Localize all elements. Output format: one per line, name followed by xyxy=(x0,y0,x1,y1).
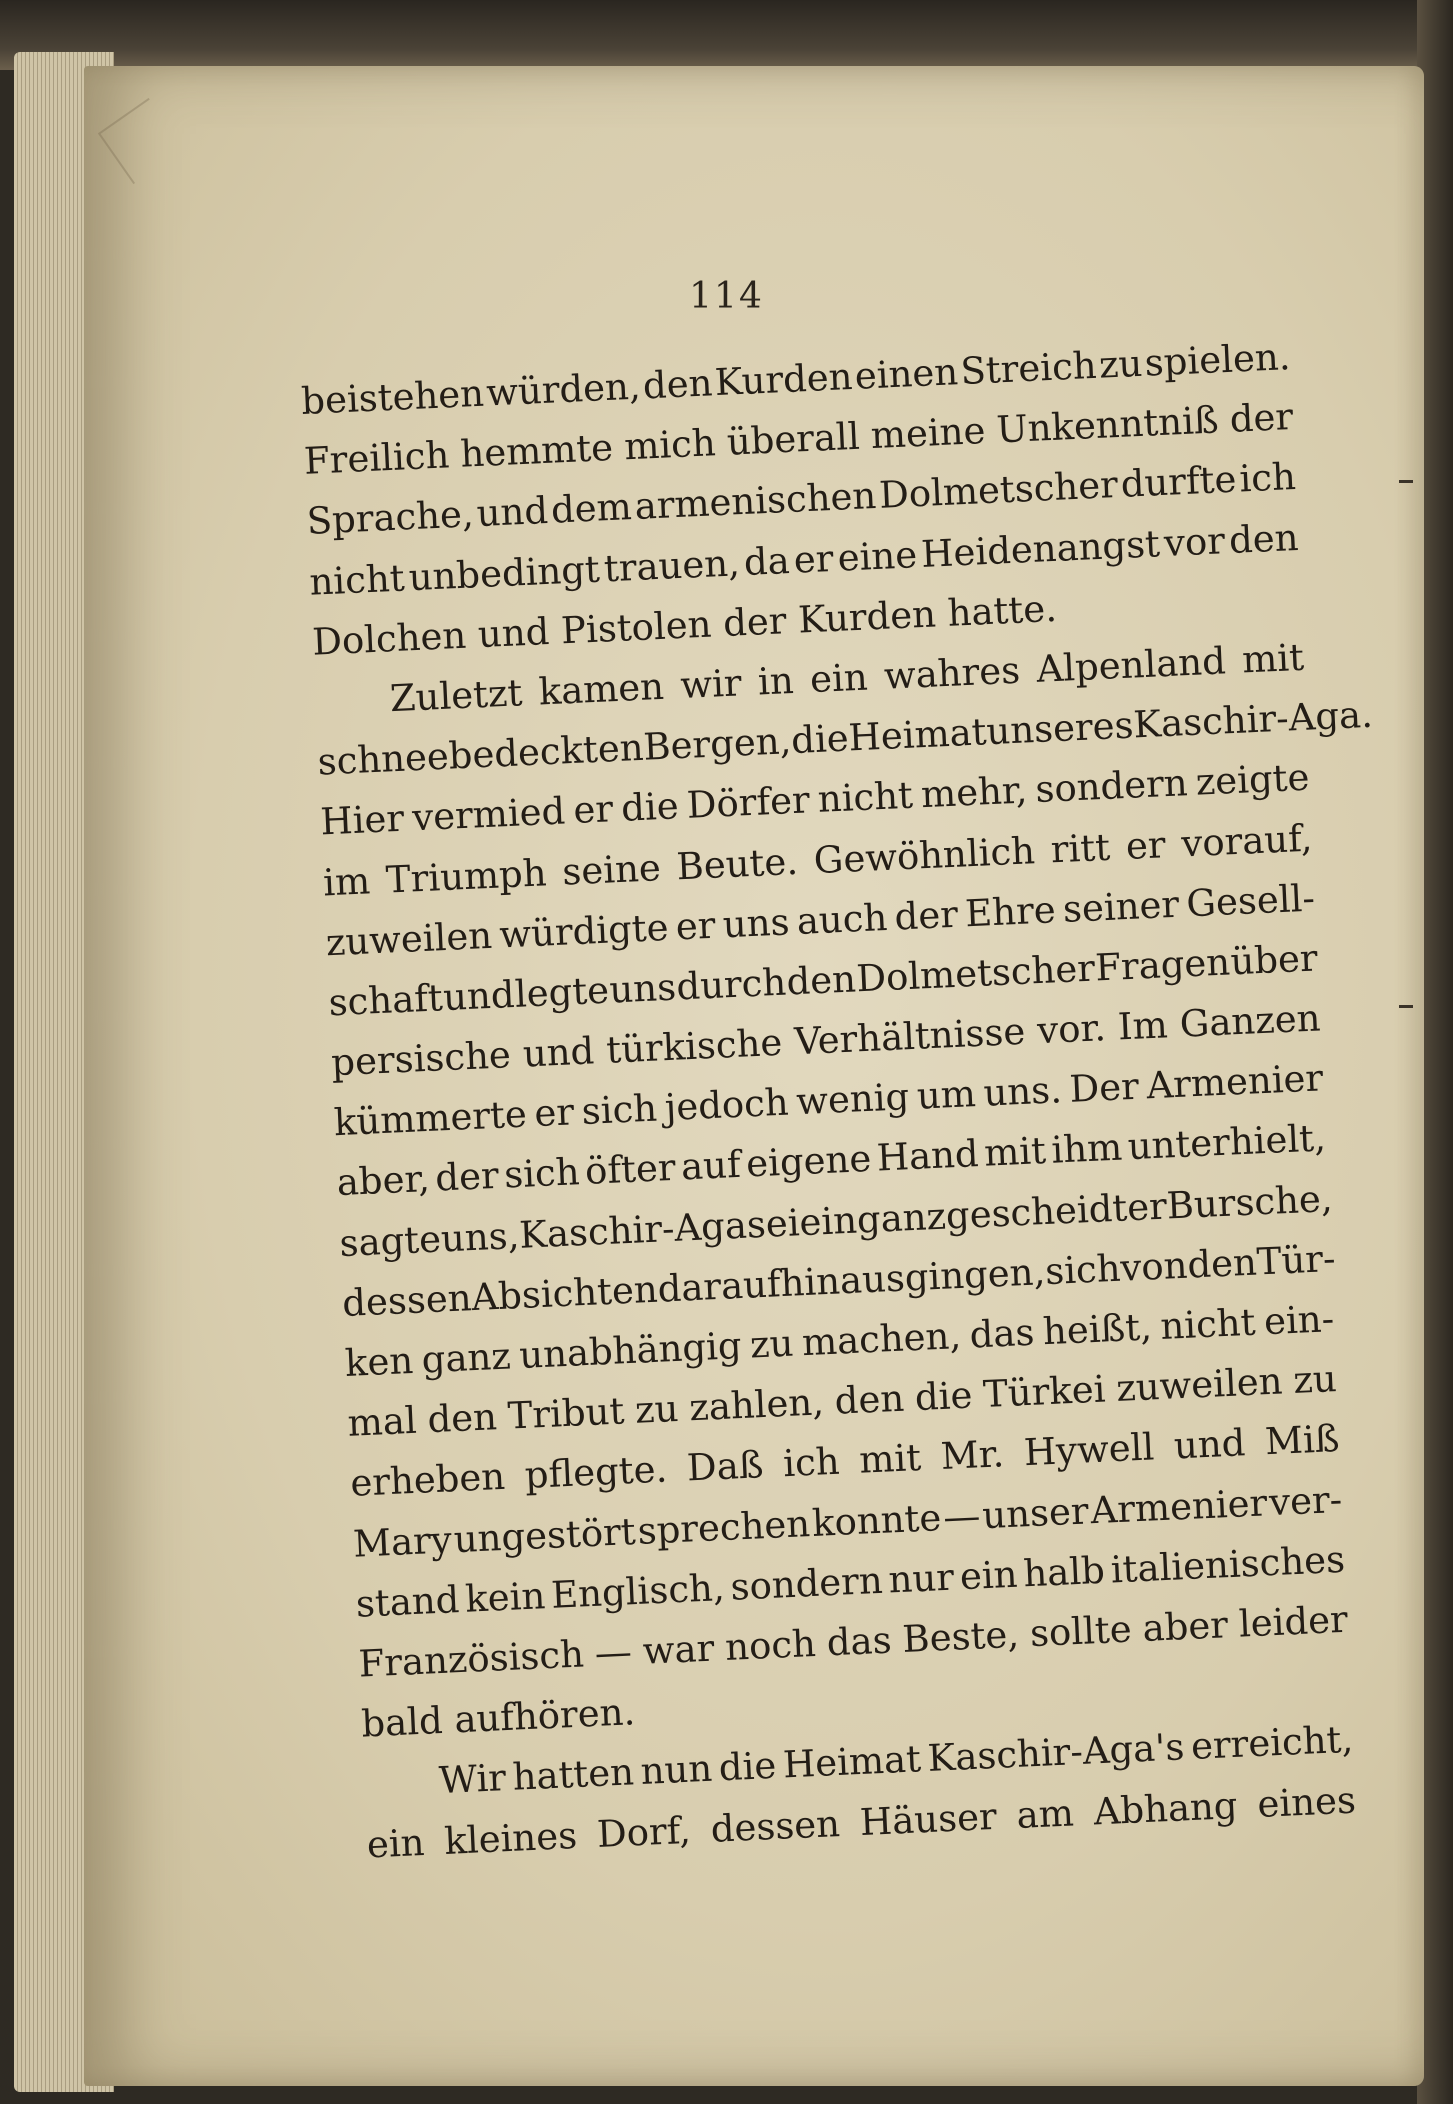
word: den xyxy=(785,957,857,1004)
word: konnte xyxy=(811,1495,943,1545)
word: Wir xyxy=(438,1756,507,1803)
word: zahlen, xyxy=(688,1380,825,1430)
word: Dolmetscher xyxy=(855,946,1096,1001)
word: sollte xyxy=(1029,1607,1133,1656)
word: aber, xyxy=(335,1157,431,1205)
word: Mr. xyxy=(939,1432,1006,1479)
word: zuweilen xyxy=(324,913,494,965)
word: Triumph xyxy=(384,850,548,902)
word: den xyxy=(833,1376,906,1423)
word: sich xyxy=(503,1150,581,1197)
word: der xyxy=(893,892,959,939)
word: Kurden xyxy=(797,592,937,642)
word: da xyxy=(742,538,791,584)
word: wahres xyxy=(883,648,1022,698)
word: ver- xyxy=(1268,1477,1344,1524)
word: Hand xyxy=(875,1132,980,1181)
word: Heidenangst xyxy=(920,521,1161,576)
word: Beste, xyxy=(901,1612,1020,1661)
word: Daß xyxy=(686,1443,765,1490)
word: bald xyxy=(360,1699,444,1746)
word: sprechen xyxy=(636,1501,811,1553)
word: Hier xyxy=(319,797,406,844)
margin-mark xyxy=(1399,480,1413,483)
word: Hywell xyxy=(1022,1425,1156,1475)
word: Der xyxy=(1068,1064,1140,1112)
word: mal xyxy=(346,1398,418,1446)
word: dessen xyxy=(341,1276,473,1325)
word: vor. xyxy=(1036,1006,1107,1053)
word: die xyxy=(620,784,680,831)
word: um xyxy=(915,1072,977,1118)
word: wenig xyxy=(795,1075,911,1124)
word: Dolchen xyxy=(311,613,468,664)
word: er xyxy=(674,903,717,949)
word: gescheidter xyxy=(944,1184,1168,1238)
word: unabhängig xyxy=(518,1323,743,1378)
word: Fragen xyxy=(1094,940,1232,990)
word: Türkei xyxy=(982,1367,1107,1417)
word: den xyxy=(642,361,714,408)
word: Gewöhnlich xyxy=(812,828,1036,882)
word: seiner xyxy=(1062,882,1180,931)
word: und xyxy=(475,489,549,536)
word: ein xyxy=(809,655,869,702)
word: nicht xyxy=(816,773,914,822)
word: war xyxy=(641,1626,716,1673)
word: legte xyxy=(513,968,610,1016)
word: und xyxy=(442,972,516,1020)
word: eigene xyxy=(745,1137,873,1186)
word: er xyxy=(792,536,835,582)
word: mit xyxy=(1241,635,1305,682)
word: aber xyxy=(1141,1603,1229,1650)
word: Bergen, xyxy=(642,719,793,769)
word: pflegte. xyxy=(523,1447,669,1498)
word: Verhältnisse xyxy=(793,1009,1027,1064)
word: einen xyxy=(853,350,960,398)
word: unseres xyxy=(985,703,1135,754)
word: kein xyxy=(464,1573,547,1621)
word: das xyxy=(968,1310,1036,1357)
word: dessen xyxy=(709,1801,841,1851)
word: und xyxy=(477,609,551,656)
word: mehr, xyxy=(920,768,1029,817)
word: trauen, xyxy=(602,540,741,590)
word: mich xyxy=(623,421,717,469)
word: Kurden xyxy=(713,354,854,405)
word: Dörfer xyxy=(685,778,811,828)
word: Tribut xyxy=(506,1389,626,1438)
word: seine xyxy=(561,845,662,894)
word: erheben xyxy=(349,1455,507,1506)
word: mit xyxy=(858,1436,923,1483)
word: leider xyxy=(1237,1597,1349,1646)
word: Alpenland xyxy=(1035,639,1227,691)
word: sich xyxy=(1044,1246,1122,1293)
word: und xyxy=(1173,1421,1247,1468)
word: ein xyxy=(798,1198,858,1244)
word: ritt xyxy=(1049,825,1111,871)
word: türkische xyxy=(605,1020,784,1072)
word: sagte xyxy=(338,1217,442,1265)
word: ken xyxy=(344,1338,415,1385)
word: sondern xyxy=(1034,761,1189,812)
word: zu xyxy=(749,1321,795,1367)
word: zeigte xyxy=(1194,755,1311,805)
word: kümmerte xyxy=(333,1092,528,1145)
word: Kaschir-Aga xyxy=(518,1203,748,1257)
word: ganz xyxy=(855,1194,947,1242)
word: sondern xyxy=(729,1558,884,1609)
word: Ehre xyxy=(964,887,1057,936)
word: Heimat xyxy=(782,1737,922,1787)
word: Miß xyxy=(1264,1417,1341,1464)
word: ich xyxy=(1238,455,1297,501)
word: hatte. xyxy=(946,586,1058,635)
word: jedoch xyxy=(663,1080,790,1130)
word: ein xyxy=(365,1820,426,1866)
word: machen, xyxy=(801,1314,963,1365)
word: kamen xyxy=(537,664,665,714)
word: Armenier xyxy=(1145,1056,1324,1108)
word: er xyxy=(572,787,614,833)
word: auf xyxy=(680,1143,742,1189)
word: Kaschir-Aga. xyxy=(1132,692,1374,747)
word: darauf xyxy=(656,1261,782,1311)
word: sich xyxy=(580,1086,659,1134)
word: italienisches xyxy=(1109,1537,1346,1592)
word: überall xyxy=(725,414,861,464)
word: schaft xyxy=(327,976,444,1025)
word: Unkenntniß xyxy=(995,398,1220,452)
word: Dolmetscher xyxy=(878,463,1119,518)
word: nicht xyxy=(1159,1300,1257,1348)
word: schneebedeckten xyxy=(316,725,645,784)
word: uns xyxy=(608,965,677,1012)
word: das xyxy=(825,1618,893,1665)
word: die xyxy=(790,716,850,763)
word: Sprache, xyxy=(305,492,475,544)
word: halb xyxy=(1022,1548,1106,1596)
word: mit xyxy=(983,1129,1047,1176)
word: zu xyxy=(1098,341,1144,387)
word: vermied xyxy=(411,789,567,840)
word: den xyxy=(426,1395,498,1442)
word: dem xyxy=(550,485,633,533)
word: zu xyxy=(1292,1357,1338,1403)
word: öfter xyxy=(584,1146,677,1194)
word: sei xyxy=(745,1200,801,1247)
word: Gesell- xyxy=(1185,876,1316,926)
word: nur xyxy=(887,1555,955,1602)
word: eine xyxy=(836,532,918,580)
word: ein xyxy=(958,1552,1019,1599)
word: nun xyxy=(639,1747,714,1794)
word: — xyxy=(942,1493,982,1539)
word: armenischen xyxy=(633,474,878,529)
word: durch xyxy=(675,960,788,1009)
word: Englisch, xyxy=(550,1565,726,1617)
word: die xyxy=(913,1373,974,1420)
word: Mary xyxy=(352,1517,453,1566)
word: Armenier xyxy=(1089,1480,1269,1532)
word: auch xyxy=(795,895,889,943)
book-cover-top xyxy=(0,0,1453,70)
word: Bursche, xyxy=(1165,1176,1334,1228)
word: ich xyxy=(782,1440,841,1486)
word: er xyxy=(1124,822,1167,868)
word: — xyxy=(593,1630,633,1675)
word: durfte xyxy=(1119,458,1238,507)
word: persische xyxy=(330,1033,512,1085)
word: der xyxy=(1228,395,1294,442)
word: ein- xyxy=(1263,1297,1335,1344)
word: zuweilen xyxy=(1115,1359,1284,1411)
word: unser xyxy=(981,1488,1090,1537)
word: den xyxy=(1186,1240,1258,1287)
body-text xyxy=(300,327,1374,1875)
word: Im xyxy=(1117,1003,1169,1049)
word: in xyxy=(757,658,795,704)
word: der xyxy=(722,598,788,645)
word: vor xyxy=(1163,518,1226,565)
word: uns. xyxy=(982,1068,1063,1115)
word: von xyxy=(1119,1243,1189,1290)
word: Kaschir-Aga's xyxy=(926,1725,1186,1781)
page-number: 114 xyxy=(689,276,764,317)
word: Heimat xyxy=(847,710,988,760)
word: Beute. xyxy=(675,839,799,888)
word: unbedingt xyxy=(407,547,601,599)
word: Abhang xyxy=(1092,1783,1239,1833)
word: spielen. xyxy=(1143,335,1292,385)
word: der xyxy=(434,1154,500,1201)
word: die xyxy=(717,1744,778,1790)
word: im xyxy=(322,858,372,904)
word: Zuletzt xyxy=(388,671,524,721)
word: unterhielt, xyxy=(1126,1116,1327,1169)
word: Ganzen xyxy=(1178,996,1322,1046)
word: und xyxy=(521,1029,596,1076)
word: wir xyxy=(679,661,743,707)
word: am xyxy=(1015,1790,1075,1837)
word: heißt, xyxy=(1041,1305,1153,1354)
word: hemmte xyxy=(459,426,614,476)
word: er xyxy=(533,1090,575,1136)
word: Dorf, xyxy=(596,1808,692,1856)
word: Französisch xyxy=(357,1632,585,1686)
word: ganz xyxy=(420,1334,512,1382)
word: hatten xyxy=(511,1750,635,1800)
word: über xyxy=(1229,936,1319,984)
word: Tür- xyxy=(1255,1236,1337,1284)
word: aufhören. xyxy=(453,1690,637,1742)
word: stand xyxy=(354,1577,461,1626)
word: ihm xyxy=(1050,1125,1124,1173)
word: ungestört xyxy=(452,1509,637,1561)
word: nicht xyxy=(308,556,406,604)
word: Absichten xyxy=(470,1267,659,1319)
word: Freilich xyxy=(303,433,451,484)
word: würdigte xyxy=(498,905,670,957)
word: uns, xyxy=(439,1213,521,1261)
word: meine xyxy=(869,409,987,458)
word: eines xyxy=(1256,1778,1357,1826)
word: zu xyxy=(634,1387,680,1433)
margin-mark xyxy=(1399,1005,1413,1008)
word: Pistolen xyxy=(560,602,713,653)
word: hinausgingen, xyxy=(779,1249,1047,1305)
word: Streich xyxy=(959,343,1098,394)
word: kleines xyxy=(443,1813,578,1863)
word: würden, xyxy=(485,364,642,415)
word: Häuser xyxy=(858,1794,998,1844)
word: noch xyxy=(724,1621,817,1669)
word: den xyxy=(1228,515,1300,562)
word: uns xyxy=(721,900,791,947)
word: vorauf, xyxy=(1180,816,1314,865)
word: beistehen xyxy=(300,371,485,423)
word: erreicht, xyxy=(1190,1717,1355,1769)
